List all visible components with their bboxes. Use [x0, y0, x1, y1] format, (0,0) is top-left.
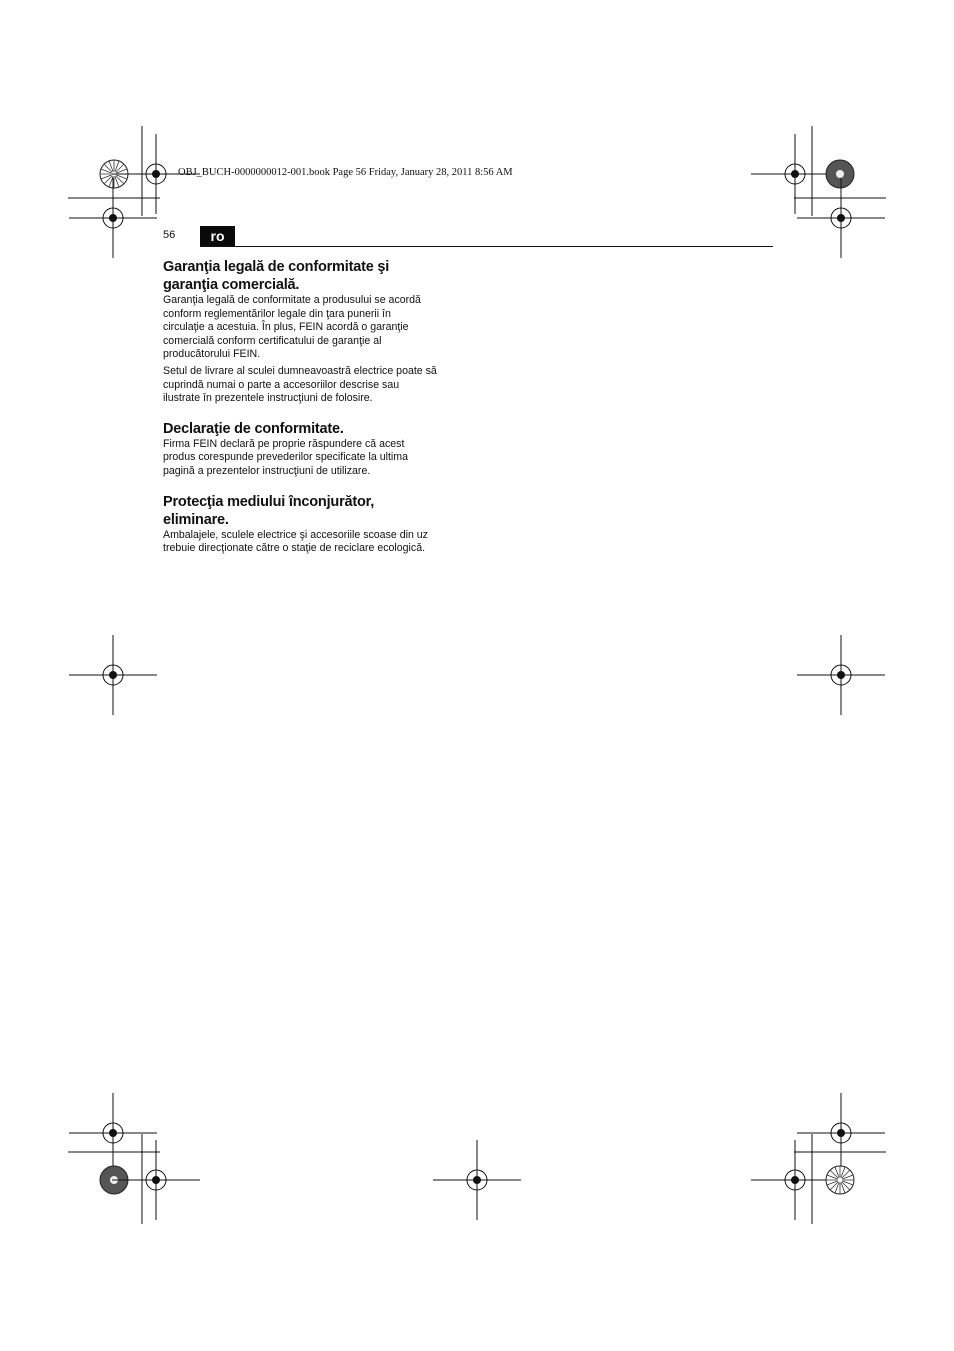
color-target-icon — [826, 1166, 854, 1194]
color-target-icon — [826, 160, 854, 188]
heading-line: Declaraţie de conformitate. — [163, 420, 344, 437]
section-declaration — [163, 420, 463, 479]
text-line: produs corespunde prevederilor specificate la ultima — [163, 451, 408, 464]
paragraph — [163, 365, 463, 406]
heading-line: Protecţia mediului înconjurător, — [163, 493, 375, 510]
text-line: Garanţia legală de conformitate a produsului se acordă — [163, 294, 421, 306]
text-line: ilustrate în prezentele instrucţiuni de folosire. — [163, 392, 373, 405]
section-environment — [163, 493, 463, 556]
text-line: conform reglementărilor legale din ţara punerii în — [163, 307, 391, 320]
language-tab: ro — [200, 226, 235, 246]
page-number: 56 — [163, 229, 176, 241]
text-line: circulaţie a acestuia. În plus, FEIN acordă o garanţie — [163, 321, 409, 334]
text-line: pagină a prezentelor instrucţiuni de utilizare. — [163, 464, 371, 477]
section-warranty — [163, 258, 463, 406]
text-line: Setul de livrare al sculei dumneavoastră electrice poate să — [163, 364, 437, 377]
registration-target-icon — [69, 635, 157, 715]
text-line: Ambalajele, sculele electrice şi accesoriile scoase din uz — [163, 528, 428, 541]
registration-target-icon — [797, 178, 885, 258]
text-line: Firma FEIN declară pe proprie răspundere că acest — [163, 437, 405, 450]
paragraph — [163, 438, 463, 479]
paragraph — [163, 529, 463, 556]
heading-line: garanţia comercială. — [163, 277, 300, 293]
print-header: OBJ_BUCH-0000000012-001.book Page 56 Friday, January 28, 2011 8:56 AM — [178, 167, 513, 178]
registration-target-icon — [69, 178, 157, 258]
section-heading — [163, 493, 463, 529]
paragraph — [163, 294, 463, 362]
heading-line: Garanţia legală de conformitate şi — [163, 259, 390, 275]
heading-line: eliminare. — [163, 511, 229, 528]
section-heading — [163, 420, 463, 438]
header-rule — [200, 246, 773, 247]
section-heading — [163, 258, 463, 294]
text-line: cuprindă numai o parte a accesoriilor descrise sau — [163, 378, 400, 391]
text-line: producătorului FEIN. — [163, 348, 261, 361]
registration-target-icon — [69, 1093, 157, 1173]
text-line: comercială conform certificatului de garanţie al — [163, 334, 382, 347]
registration-target-icon — [797, 635, 885, 715]
text-line: trebuie direcţionate către o staţie de reciclare ecologică. — [163, 542, 426, 555]
registration-target-icon — [797, 1093, 885, 1173]
text-column — [163, 258, 463, 556]
registration-target-icon — [433, 1140, 521, 1220]
